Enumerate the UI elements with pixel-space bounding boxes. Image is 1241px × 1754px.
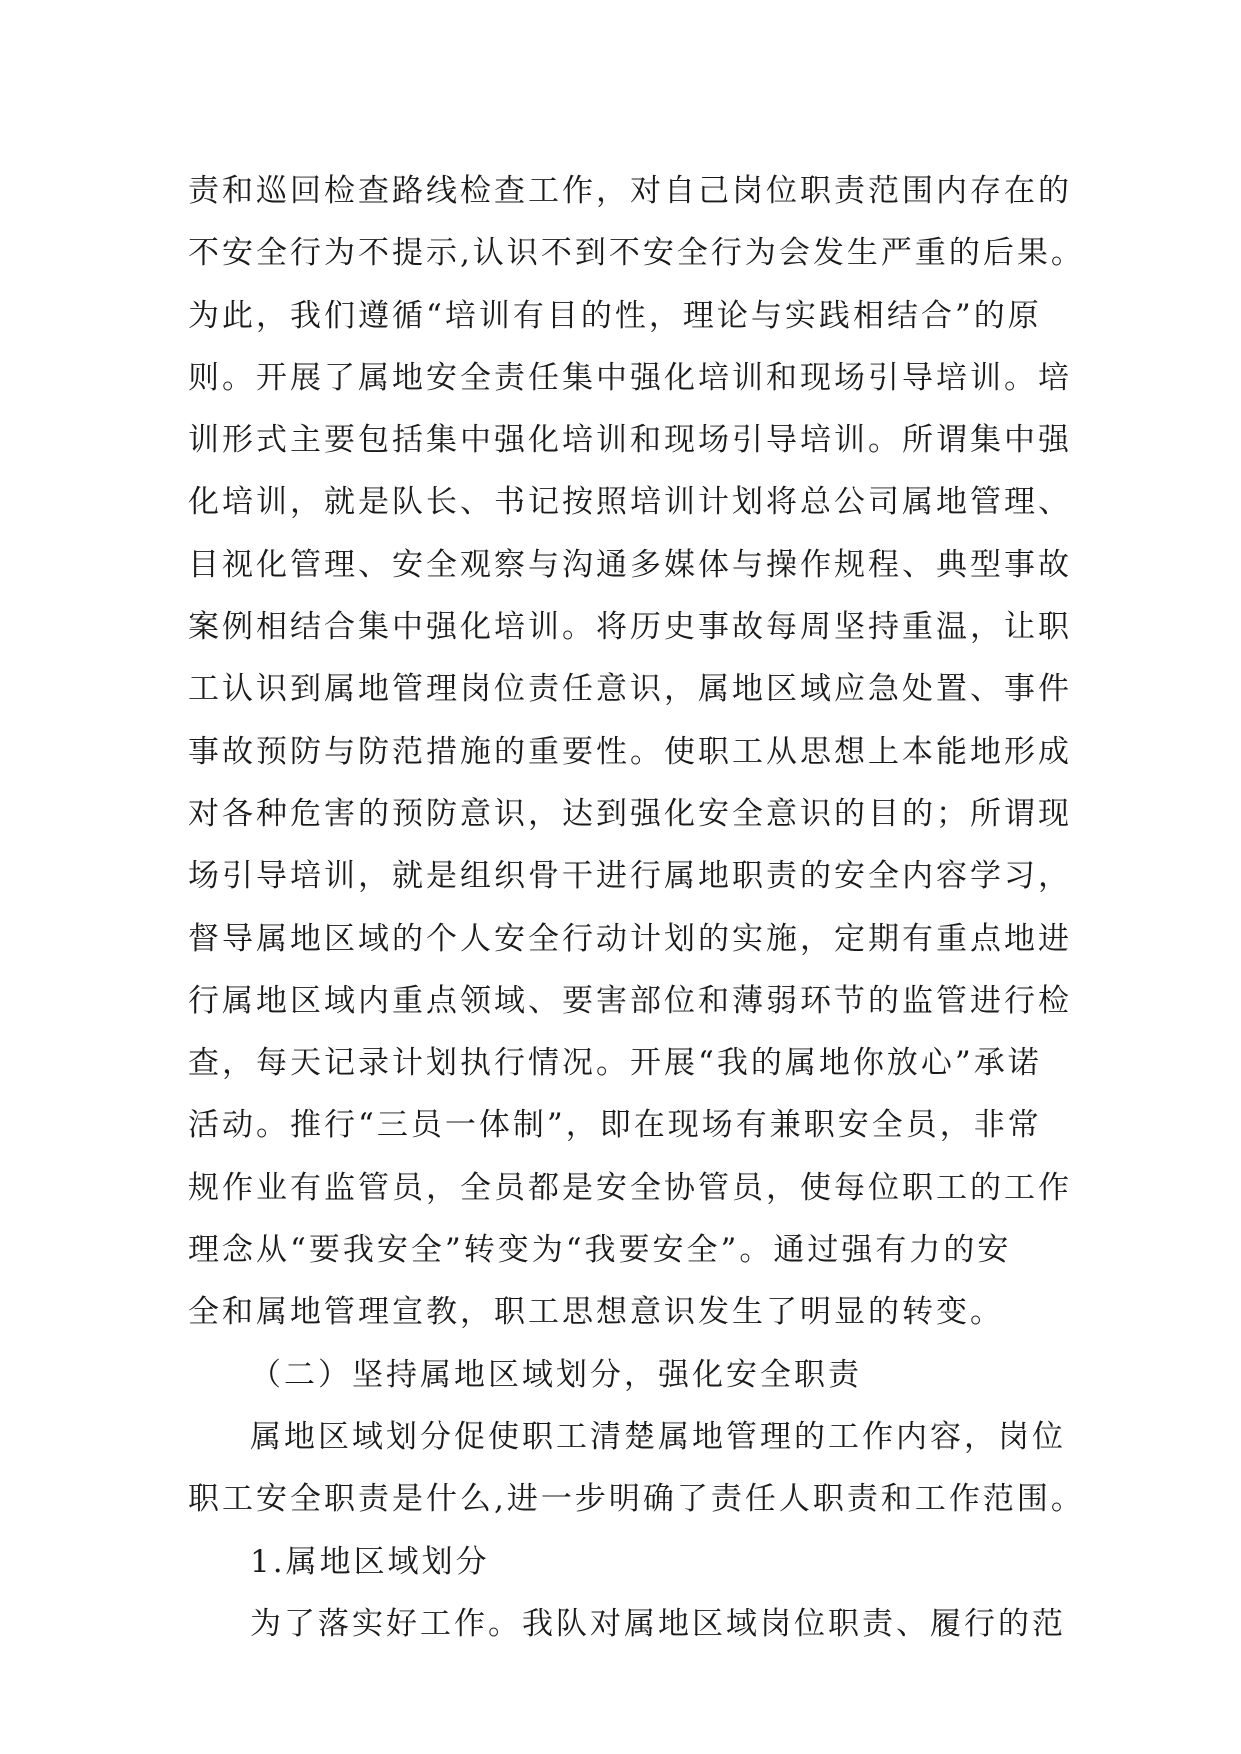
text-line: 督导属地区域的个人安全行动计划的实施，定期有重点地进 [188,920,1072,957]
text-line: 化培训，就是队长、书记按照培训计划将总公司属地管理、 [188,484,1072,521]
text-line: 训形式主要包括集中强化培训和现场引导培训。所谓集中强 [188,422,1072,459]
text-line: 目视化管理、安全观察与沟通多媒体与操作规程、典型事故 [188,546,1072,583]
text-line: 责和巡回检查路线检查工作，对自己岗位职责范围内存在的 [188,173,1072,209]
text-line: 活动。推行“三员一体制”，即在现场有兼职安全员，非常 [188,1107,1042,1144]
text-line: 规作业有监管员，全员都是安全协管员，使每位职工的工作 [188,1169,1072,1206]
text-line: 工认识到属地管理岗位责任意识，属地区域应急处置、事件 [188,671,1072,708]
text-line: 案例相结合集中强化培训。将历史事故每周坚持重温，让职 [188,609,1072,646]
text-line: 查，每天记录计划执行情况。开展“我的属地你放心”承诺 [188,1045,1042,1082]
text-line: 全和属地管理宣教，职工思想意识发生了明显的转变。 [188,1294,1004,1331]
paragraph-first-line: 为了落实好工作。我队对属地区域岗位职责、履行的范 [250,1605,1066,1642]
text-line: 职工安全职责是什么,进一步明确了责任人职责和工作范围。 [188,1481,1085,1518]
paragraph-first-line: 属地区域划分促使职工清楚属地管理的工作内容，岗位 [250,1418,1066,1455]
text-line: 不安全行为不提示,认识不到不安全行为会发生严重的后果。 [188,235,1085,272]
text-line: 场引导培训，就是组织骨干进行属地职责的安全内容学习， [188,858,1072,895]
text-line: 对各种危害的预防意识，达到强化安全意识的目的；所谓现 [188,795,1072,832]
text-line: 行属地区域内重点领域、要害部位和薄弱环节的监管进行检 [188,982,1072,1019]
text-line: 则。开展了属地安全责任集中强化培训和现场引导培训。培 [188,359,1072,396]
text-line: 理念从“要我安全”转变为“我要安全”。通过强有力的安 [188,1232,1012,1269]
text-line: 事故预防与防范措施的重要性。使职工从思想上本能地形成 [188,733,1072,770]
body-text [188,160,1085,1655]
section-heading: （二）坚持属地区域划分，强化安全职责 [250,1356,862,1393]
subsection-heading: 1.属地区域划分 [250,1543,490,1580]
text-line: 为此，我们遵循“培训有目的性，理论与实践相结合”的原 [188,297,1042,334]
